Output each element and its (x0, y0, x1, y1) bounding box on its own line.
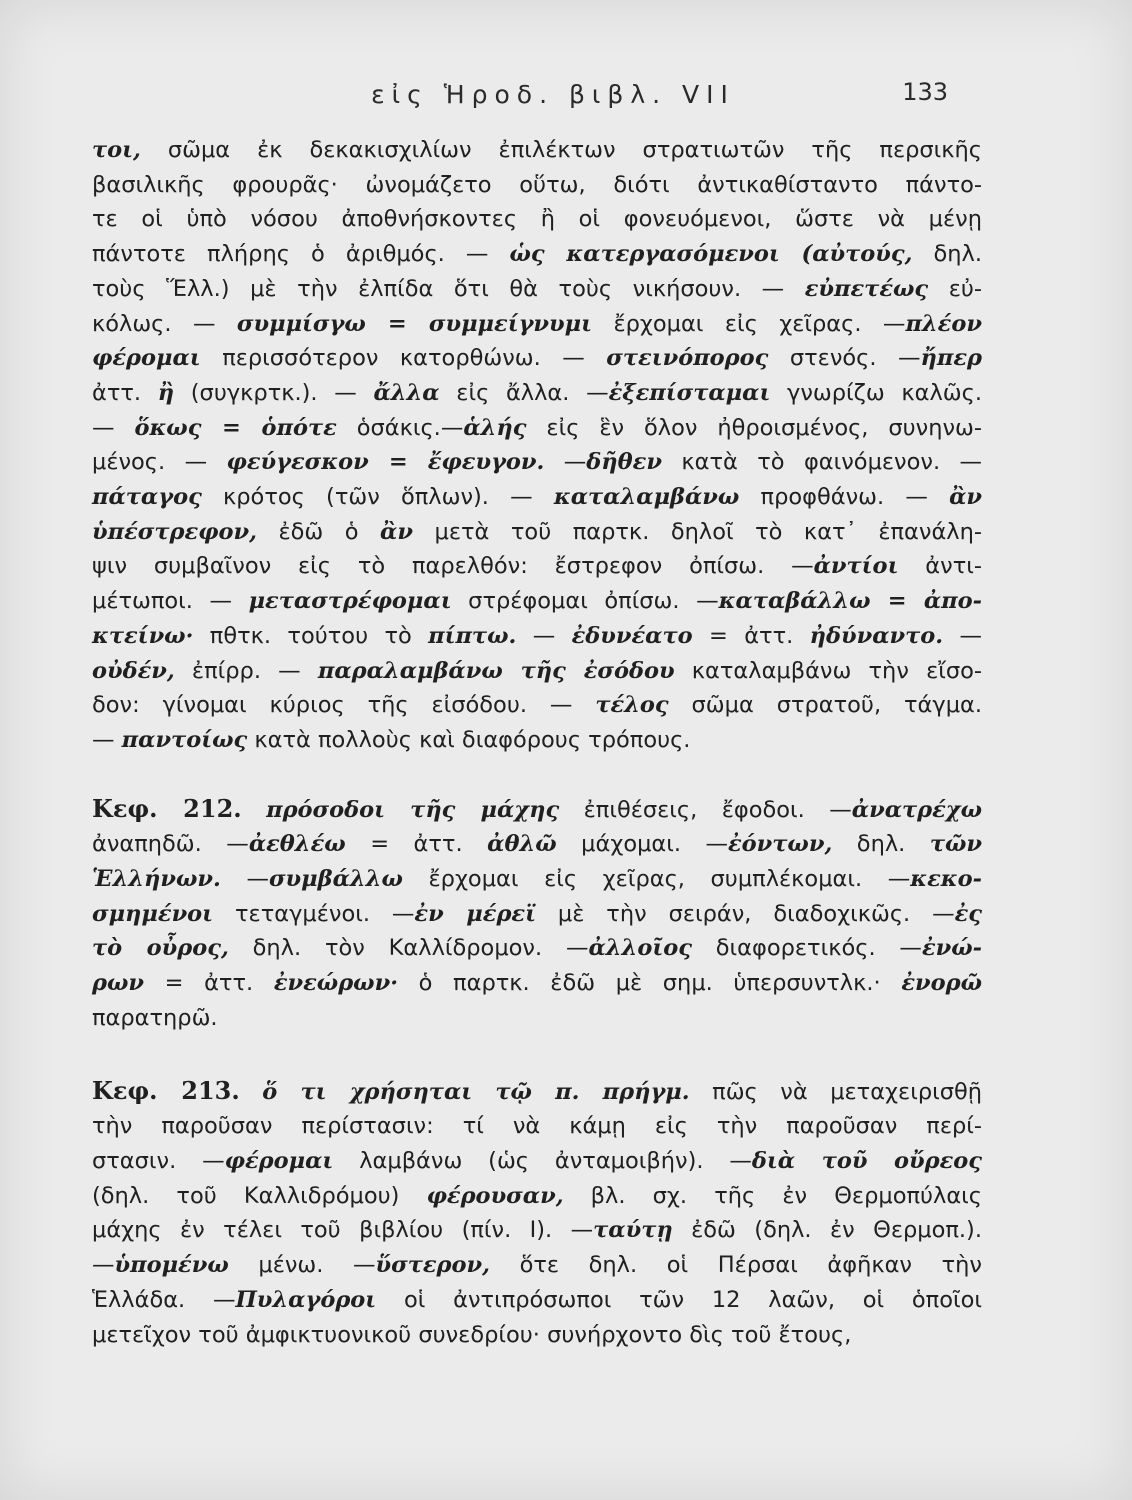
lemma-term: τέλος (595, 692, 669, 719)
text-line (92, 966, 982, 1001)
text-line (92, 1001, 982, 1036)
lemma-term: τῶν (929, 831, 982, 858)
text-line (92, 411, 982, 446)
text-segment: σῶμα ἐκ δεκακισχιλίων ἐπιλέκτων στρατιωτῶν τῆς περσικῆς (140, 137, 982, 163)
text-segment: ἔρχομαι εἰς χεῖρας, συμπλέκομαι. — (402, 866, 911, 893)
lemma-term: εὐπετέως (804, 275, 929, 302)
paragraph-gap (92, 1036, 982, 1074)
text-line (92, 619, 982, 654)
text-segment: μάχης ἐν τέλει τοῦ βιβλίου (πίν. I). — (92, 1217, 594, 1244)
text-line (92, 654, 982, 689)
lemma-term: ὡς κατεργασόμενοι (αὐτούς, (509, 241, 913, 268)
lemma-term: συμμίσγω = συμμείγνυμι (236, 310, 593, 337)
text-segment: μὲ τὴν σειράν, διαδοχικῶς. — (535, 900, 955, 927)
text-segment: πῶς νὰ μεταχειρισθῇ (689, 1078, 983, 1105)
text-segment: (συγκρτκ.). — (174, 379, 374, 406)
text-segment: μένω. — (228, 1252, 376, 1279)
lemma-term: κτείνω· (92, 622, 194, 649)
lemma-term: ἐδυνέατο (571, 622, 693, 649)
lemma-term: οὐδέν, (92, 657, 175, 684)
lemma-term: συμβάλλω (268, 866, 403, 893)
text-line (92, 723, 982, 758)
text-segment: εὐ- (928, 275, 983, 302)
text-segment: δηλ. (832, 831, 930, 858)
text-segment: μάχομαι. — (556, 831, 728, 858)
lemma-term: σμημένοι (92, 900, 214, 927)
text-segment: διαφορετικός. — (691, 935, 922, 962)
text-segment: = ἀττ. (345, 831, 488, 858)
text-segment: περισσότερον κατορθώνω. — (200, 345, 607, 372)
text-segment: κρότος (τῶν ὅπλων). — (201, 484, 554, 511)
text-line (92, 862, 982, 897)
lemma-term: καταλαμβάνω (553, 484, 740, 511)
lemma-term: ἐξεπίσταμαι (608, 379, 771, 406)
lemma-term: φέρουσαν, (426, 1182, 564, 1209)
text-segment (242, 797, 266, 823)
text-segment: — (943, 622, 982, 649)
lemma-term: ἁλής (463, 414, 527, 441)
text-segment: πάντοτε πλήρης ὁ ἀριθμός. — (92, 241, 510, 268)
text-segment: δον: γίνομαι κύριος τῆς εἰσόδου. — (92, 692, 596, 719)
text-segment: κόλως. — (92, 310, 237, 337)
page-number: 133 (902, 78, 948, 106)
text-segment: (δηλ. τοῦ Καλλιδρόμου) (92, 1182, 427, 1209)
lemma-term: τοι, (92, 137, 141, 163)
text-segment: ἀντι- (898, 553, 982, 580)
lemma-term: ταύτῃ (593, 1217, 673, 1244)
text-segment: = ἀττ. (144, 970, 274, 997)
text-segment: — (220, 866, 269, 893)
lemma-term: φέρομαι (224, 1147, 334, 1174)
text-segment: ἀττ. (92, 379, 158, 406)
text-segment: βασιλικῆς φρουρᾶς· ὠνομάζετο οὕτω, διότι ἀντικαθίσταντο πάντο- (92, 171, 982, 198)
lemma-term: παντοίως (121, 726, 248, 753)
text-segment: γνωρίζω καλῶς. (770, 379, 982, 406)
lemma-term: τὸ οὖρος, (92, 935, 229, 962)
lemma-term: φέρομαι (92, 345, 201, 372)
lemma-term: παραλαμβάνω τῆς ἐσόδου (317, 657, 675, 684)
text-segment: καταλαμβάνω τὴν εἴσο- (674, 657, 982, 684)
lemma-term: ὑπέστρεφον, (92, 518, 257, 545)
text-segment: μετὰ τοῦ παρτκ. δηλοῖ τὸ κατ᾽ ἐπανάλη- (412, 518, 982, 545)
lemma-term: ἐν μέρεϊ (414, 900, 536, 927)
lemma-term: ἀθλῶ (487, 831, 557, 858)
text-segment: μένος. — (92, 449, 227, 476)
lemma-term: δῆθεν (586, 449, 662, 476)
lemma-term: καταβάλλω = ἀπο- (718, 588, 982, 615)
lemma-term: πάταγος (92, 484, 202, 511)
commentary-text (92, 133, 982, 1352)
chapter-heading: Κεφ. 212. (92, 793, 242, 823)
lemma-term: Ἑλλήνων. (92, 866, 221, 893)
text-segment: ἀναπηδῶ. — (92, 831, 249, 858)
text-segment: στασιν. — (92, 1147, 225, 1174)
text-segment: — (92, 1252, 115, 1279)
lemma-term: ἐς (954, 900, 982, 927)
text-segment: πθτκ. τούτου τὸ (193, 622, 429, 649)
text-segment: ἔρχομαι εἰς χεῖρας. — (592, 310, 906, 337)
text-segment: Ἑλλάδα. — (92, 1286, 236, 1313)
lemma-term: στεινόπορος (606, 345, 769, 372)
text-line (92, 1109, 982, 1144)
lemma-term: ἐνορῶ (901, 970, 983, 997)
text-line (92, 133, 982, 168)
text-line (92, 237, 982, 272)
text-segment: ψιν συμβαῖνον εἰς τὸ παρελθόν: ἔστρεφον ὀπίσω. — (92, 553, 814, 580)
text-segment: μετεῖχον τοῦ ἀμφικτυονικοῦ συνεδρίου· συνήρχοντο δὶς τοῦ ἔτους, (92, 1321, 852, 1348)
text-line (92, 480, 982, 515)
text-segment: δηλ. (912, 241, 983, 268)
text-segment: τὴν παροῦσαν περίστασιν: τί νὰ κάμῃ εἰς τὴν παροῦσαν περί- (92, 1113, 982, 1140)
text-segment: δηλ. τὸν Καλλίδρομον. — (228, 935, 589, 962)
text-segment: τεταγμένοι. — (213, 900, 415, 927)
text-segment: κατὰ τὸ φαινόμενον. — (661, 449, 983, 476)
text-segment: σῶμα στρατοῦ, τάγμα. (668, 692, 982, 719)
lemma-term: ὅ τι χρήσηται τῷ π. πρήγμ. (262, 1078, 690, 1105)
text-segment: — (544, 449, 587, 476)
text-line (92, 445, 982, 480)
text-segment: ὁσάκις.— (336, 414, 464, 441)
text-line (92, 307, 982, 342)
lemma-term: ὑπομένω (114, 1252, 229, 1279)
text-segment: εἰς ἓν ὅλον ἠθροισμένος, συνηνω- (526, 414, 983, 441)
text-segment: ἐδῶ ὁ (256, 518, 381, 545)
text-segment: τε οἱ ὑπὸ νόσου ἀποθνήσκοντες ἢ οἱ φονευόμενοι, ὥστε νὰ μένῃ (92, 206, 982, 233)
text-segment: — (92, 726, 122, 753)
text-segment: κατὰ πολλοὺς καὶ διαφόρους τρόπους. (247, 726, 691, 753)
text-segment: λαμβάνω (ὡς ἀνταμοιβήν). — (333, 1147, 752, 1174)
lemma-term: ἐόντων, (728, 831, 833, 858)
text-line (92, 1248, 982, 1283)
lemma-term: πίπτω. (428, 622, 517, 649)
running-title: εἰς Ἡροδ. βιβλ. VII (371, 80, 735, 109)
text-segment: ἐπίρρ. — (174, 657, 318, 684)
lemma-term: ἀντίοι (813, 553, 899, 580)
lemma-term: κεκο- (910, 866, 982, 893)
text-line (92, 515, 982, 550)
lemma-term: ρων (92, 970, 144, 997)
lemma-term: ἄλλα (373, 379, 440, 406)
lemma-term: Πυλαγόροι (235, 1286, 377, 1313)
text-line (92, 202, 982, 237)
text-line (92, 376, 982, 411)
text-segment: — (516, 622, 572, 649)
text-line (92, 341, 982, 376)
text-segment: οἱ ἀντιπρόσωποι τῶν 12 λαῶν, οἱ ὁποῖοι (376, 1286, 982, 1313)
lemma-term: ἐνώ- (921, 935, 982, 962)
text-line (92, 549, 982, 584)
text-segment: — (92, 414, 135, 441)
page-header (0, 80, 1132, 120)
lemma-term: πλέον (905, 310, 982, 337)
text-segment: προφθάνω. — (739, 484, 950, 511)
paragraph-gap (92, 758, 982, 792)
text-line (92, 931, 982, 966)
lemma-term: ἐνεώρων· (273, 970, 399, 997)
lemma-term: ἠδύναντο. (809, 622, 944, 649)
lemma-term: ἂν (949, 484, 982, 511)
text-line (92, 168, 982, 203)
text-line (92, 897, 982, 932)
text-segment (240, 1079, 263, 1105)
text-segment: ὁ παρτκ. ἐδῶ μὲ σημ. ὑπερσυντλκ.· (398, 970, 902, 997)
text-line (92, 688, 982, 723)
lemma-term: διὰ τοῦ οὔρεος (751, 1147, 982, 1174)
text-segment: = ἀττ. (692, 622, 810, 649)
text-line (92, 1074, 982, 1110)
text-segment: ὅτε δηλ. οἱ Πέρσαι ἀφῆκαν τὴν (489, 1252, 982, 1279)
lemma-term: ἤπερ (920, 345, 983, 372)
text-line (92, 584, 982, 619)
lemma-term: μεταστρέφομαι (248, 588, 452, 615)
text-line (92, 1144, 982, 1179)
lemma-term: πρόσοδοι τῆς μάχης (266, 796, 560, 823)
lemma-term: φεύγεσκον = ἔφευγον. (226, 449, 545, 476)
text-segment: παρατηρῶ. (92, 1004, 218, 1031)
lemma-term: ὕστερον, (375, 1252, 490, 1279)
text-line (92, 1283, 982, 1318)
text-line (92, 792, 982, 828)
text-segment: στενός. — (768, 345, 921, 372)
text-segment: τοὺς Ἕλλ.) μὲ τὴν ἐλπίδα ὅτι θὰ τοὺς νικήσουν. — (92, 275, 805, 302)
lemma-term: ἀλλοῖος (588, 935, 692, 962)
chapter-heading: Κεφ. 213. (92, 1075, 240, 1105)
text-segment: στρέφομαι ὀπίσω. — (451, 588, 719, 615)
text-segment: ἐδῶ (δηλ. ἐν Θερμοπ.). (672, 1217, 982, 1244)
lemma-term: ἀνατρέχω (851, 796, 983, 823)
text-line (92, 272, 982, 307)
text-segment: βλ. σχ. τῆς ἐν Θερμοπύλαις (563, 1182, 982, 1209)
text-line (92, 827, 982, 862)
lemma-term: ἢ (157, 379, 175, 406)
text-line (92, 1318, 982, 1353)
text-line (92, 1213, 982, 1248)
text-segment: μέτωποι. — (92, 588, 249, 615)
lemma-term: ἂν (380, 518, 413, 545)
lemma-term: ὅκως = ὁπότε (134, 414, 337, 441)
text-line (92, 1179, 982, 1214)
lemma-term: ἀεθλέω (248, 831, 346, 858)
text-segment: ἐπιθέσεις, ἔφοδοι. — (559, 796, 852, 823)
text-segment: εἰς ἄλλα. — (439, 379, 609, 406)
